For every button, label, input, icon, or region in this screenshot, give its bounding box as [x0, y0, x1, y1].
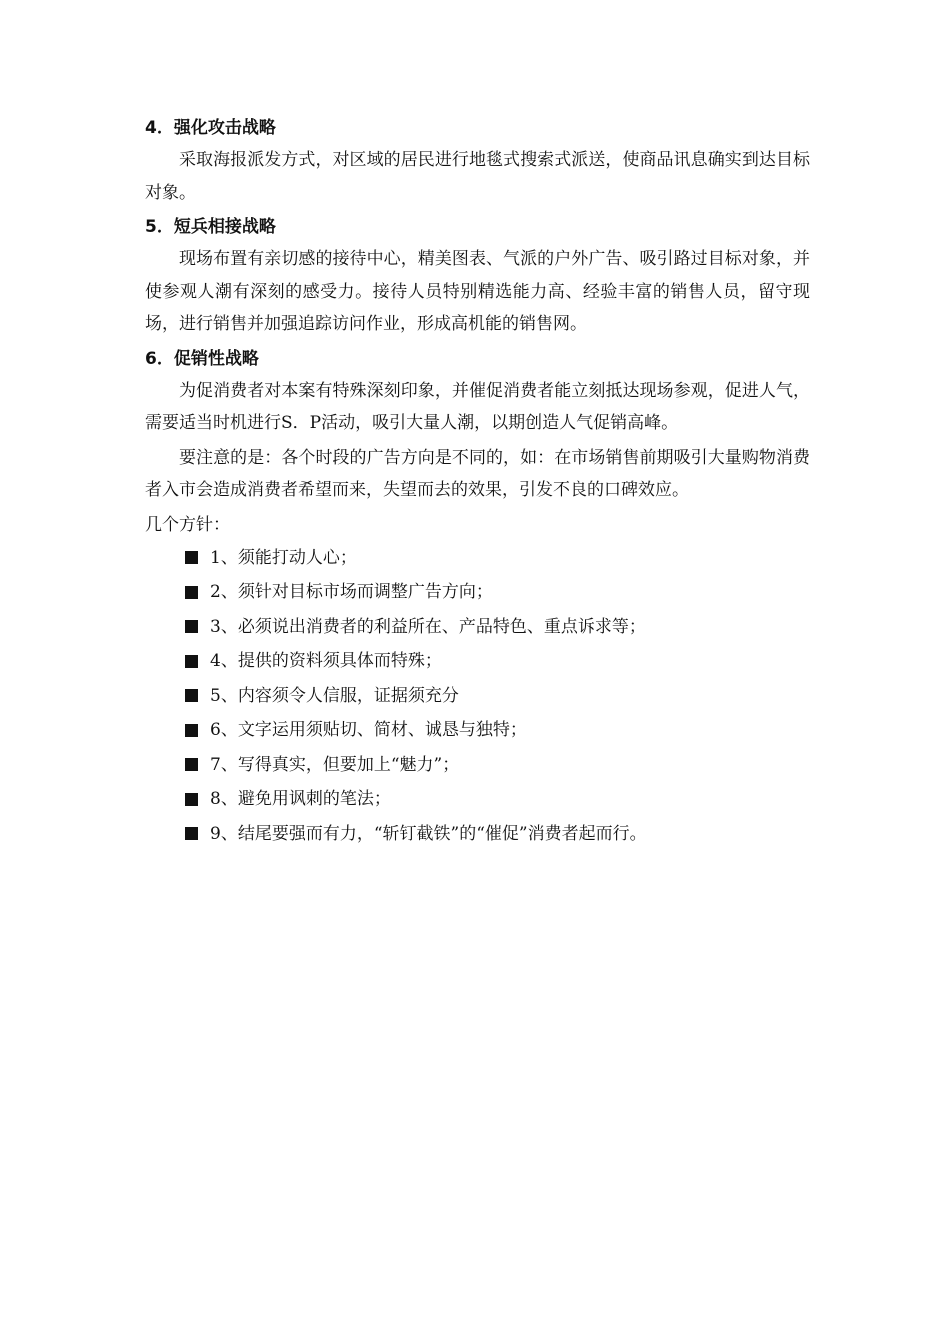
list-item [185, 541, 810, 576]
section-paragraph-4: 采取海报派发方式，对区域的居民进行地毯式搜索式派送，使商品讯息确实到达目标对象。 [145, 150, 810, 203]
square-bullet-icon [185, 689, 198, 702]
list-item [185, 679, 810, 714]
section-paragraph-6: 为促消费者对本案有特殊深刻印象，并催促消费者能立刻抵达现场参观，促进人气，需要适当时机进行S．P活动，吸引大量人潮，以期创造人气促销高峰。 [145, 380, 810, 433]
list-item [185, 610, 810, 645]
list-item [185, 575, 810, 610]
list-item [185, 817, 810, 852]
list-item-text: 6、文字运用须贴切、简材、诚恳与独特； [210, 720, 527, 740]
list-item [185, 644, 810, 679]
list-item [185, 782, 810, 817]
list-item-text: 4、提供的资料须具体而特殊； [210, 651, 442, 671]
list-item-text: 9、结尾要强而有力，“斩钉截铁”的“催促”消费者起而行。 [210, 823, 647, 844]
square-bullet-icon [185, 655, 198, 668]
list-item-text: 8、避免用讽刺的笔法； [210, 789, 391, 809]
note-paragraph: 要注意的是：各个时段的广告方向是不同的，如：在市场销售前期吸引大量购物消费者入市会造成消费者希望而来，失望而去的效果，引发不良的口碑效应。 [145, 447, 810, 500]
list-item-text: 7、写得真实，但要加上“魅力”； [210, 754, 460, 775]
square-bullet-icon [185, 724, 198, 737]
document-page [145, 112, 810, 851]
list-item [185, 713, 810, 748]
section-heading-5: 5．短兵相接战略 [145, 217, 276, 237]
square-bullet-icon [185, 551, 198, 564]
guidelines-title: 几个方针： [145, 514, 230, 535]
list-item [185, 748, 810, 783]
square-bullet-icon [185, 758, 198, 771]
guidelines-list [145, 541, 810, 852]
list-item-text: 1、须能打动人心； [210, 547, 357, 568]
square-bullet-icon [185, 586, 198, 599]
section-paragraph-5: 现场布置有亲切感的接待中心，精美图表、气派的户外广告、吸引路过目标对象，并使参观人潮有深刻的感受力。接待人员特别精选能力高、经验丰富的销售人员，留守现场，进行销售并加强追踪访问作业，形成高机能的销售网。 [145, 249, 810, 334]
list-item-text: 5、内容须令人信服，证据须充分 [210, 685, 459, 706]
section-heading-4: 4．强化攻击战略 [145, 118, 276, 138]
square-bullet-icon [185, 793, 198, 806]
square-bullet-icon [185, 827, 198, 840]
square-bullet-icon [185, 620, 198, 633]
list-item-text: 3、必须说出消费者的利益所在、产品特色、重点诉求等； [210, 616, 646, 637]
list-item-text: 2、须针对目标市场而调整广告方向； [210, 582, 493, 602]
section-heading-6: 6．促销性战略 [145, 348, 259, 369]
